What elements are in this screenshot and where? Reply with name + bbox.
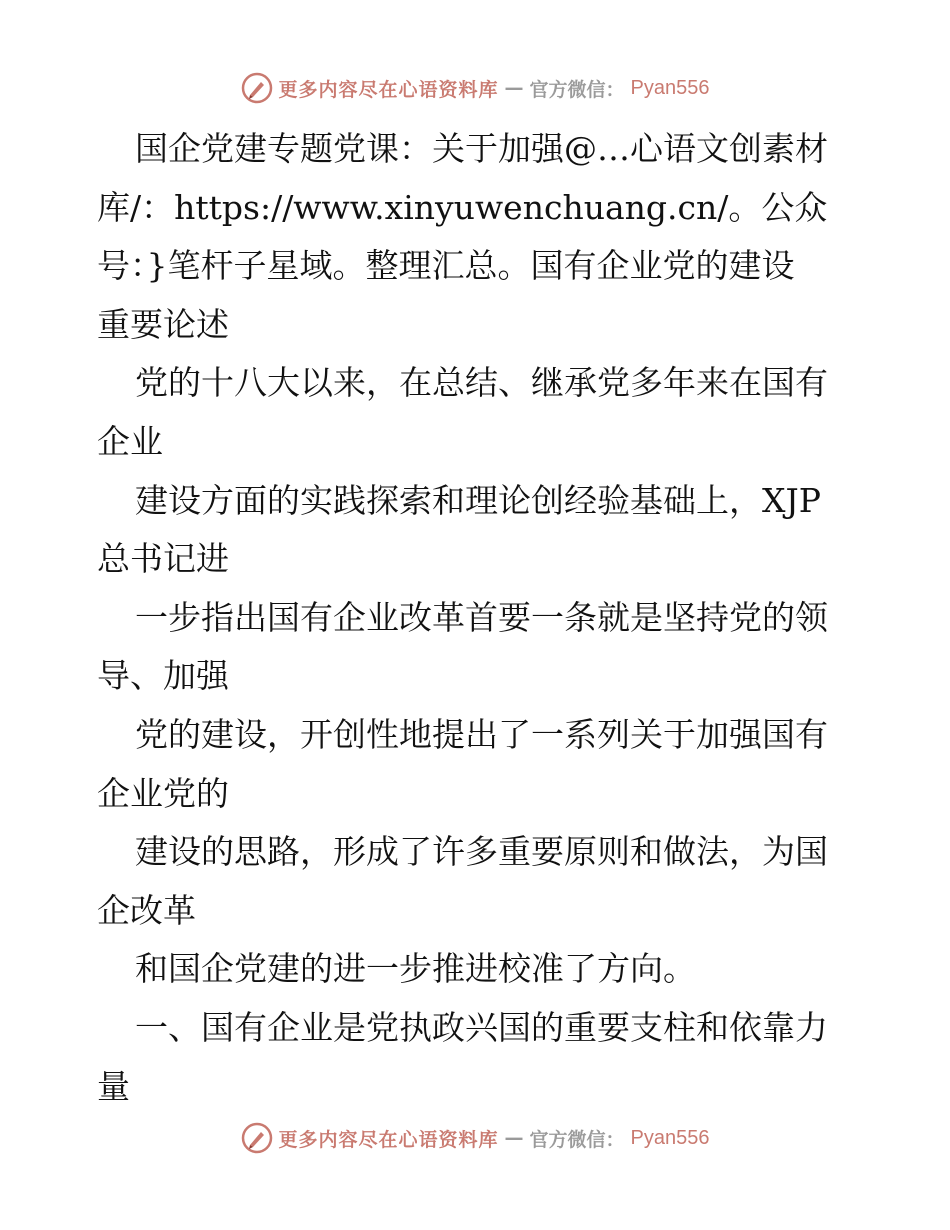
pen-logo-icon	[241, 72, 273, 104]
body-line: 建设的思路，形成了许多重要原则和做法，为国	[135, 832, 828, 872]
section-heading: 一、国有企业是党执政兴国的重要支柱和依靠力	[135, 1007, 828, 1047]
body-line: 和国企党建的进一步推进校准了方向。	[135, 949, 696, 989]
body-line: 党的十八大以来，在总结、继承党多年来在国有	[135, 363, 828, 403]
body-line: 导、加强	[97, 656, 229, 696]
body-line: 库/：https://www.xinyuwenchuang.cn/。公众	[97, 187, 828, 227]
footer-banner	[0, 1118, 950, 1158]
body-line: 一步指出国有企业改革首要一条就是坚持党的领	[135, 597, 828, 637]
header-banner	[0, 68, 950, 108]
section-heading-continued: 量	[97, 1066, 130, 1106]
banner-separator: —	[504, 1127, 524, 1149]
body-line: 党的建设，开创性地提出了一系列关于加强国有	[135, 714, 828, 754]
body-line: 国企党建专题党课：关于加强@…心语文创素材	[135, 129, 828, 168]
banner-wechat-label: 官方微信：	[529, 1128, 625, 1151]
body-line: 号：}笔杆子星域。整理汇总。国有企业党的建设	[97, 246, 795, 286]
banner-wechat-label: 官方微信：	[529, 78, 625, 101]
banner-text: 更多内容尽在心语资料库	[278, 78, 499, 101]
banner-wechat-id: Pyan556	[630, 76, 710, 99]
body-line: 建设方面的实践探索和理论创经验基础上，XJP	[135, 480, 821, 520]
body-line: 企改革	[97, 890, 196, 930]
body-line: 企业	[97, 421, 163, 461]
body-line: 企业党的	[97, 773, 229, 813]
banner-text: 更多内容尽在心语资料库	[278, 1128, 499, 1151]
pen-logo-icon	[241, 1122, 273, 1154]
document-body	[97, 120, 857, 1116]
banner-wechat-id: Pyan556	[630, 1126, 710, 1149]
body-line: 总书记进	[97, 539, 229, 579]
body-line: 重要论述	[97, 304, 229, 344]
banner-separator: —	[504, 77, 524, 99]
